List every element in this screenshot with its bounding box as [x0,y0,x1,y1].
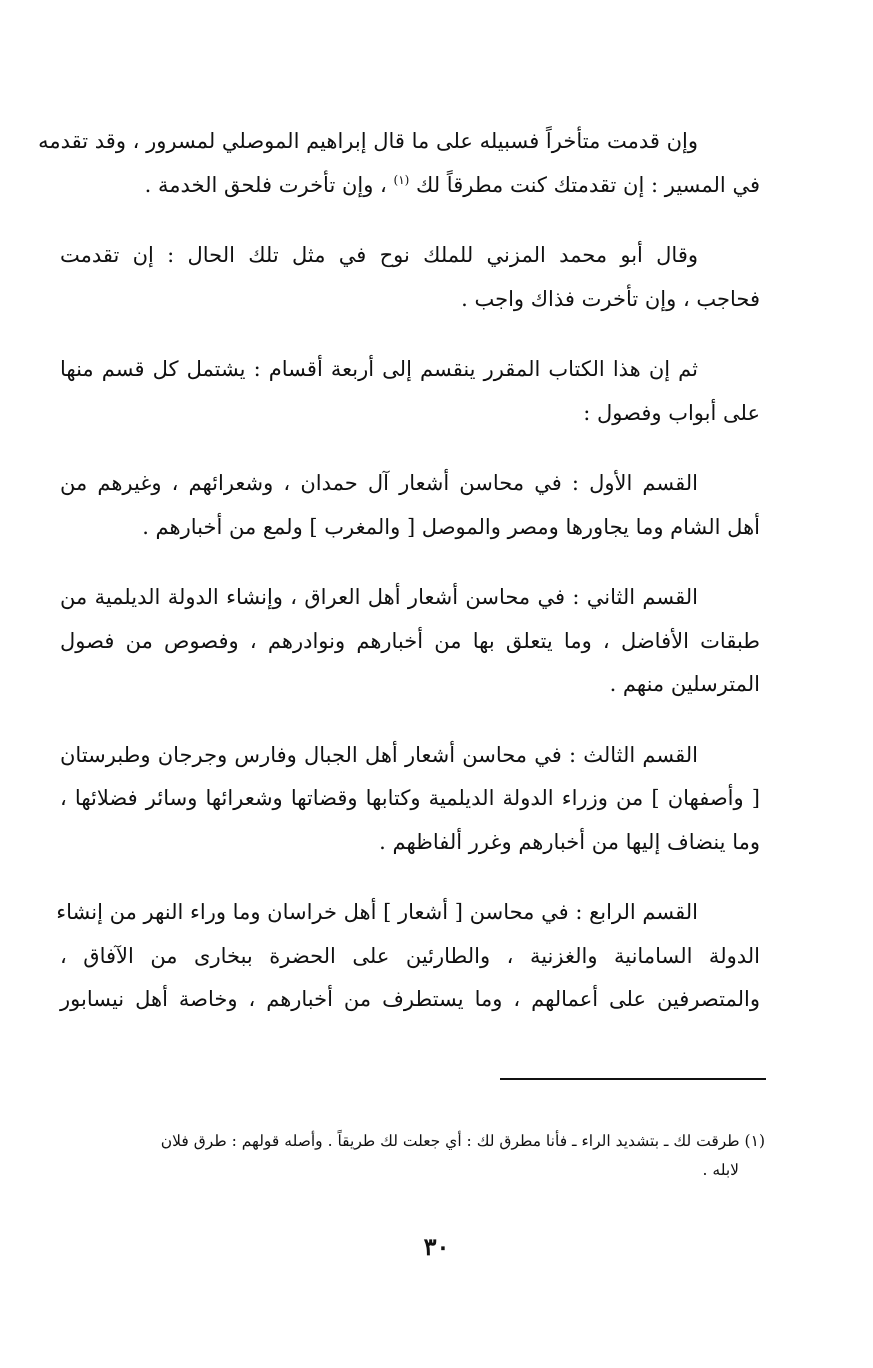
text-line: وإن قدمت متأخراً فسبيله على ما قال إبراهيم الموصلي لمسرور ، وقد تقدمه [38,129,698,153]
paragraph-section-2 [60,576,760,707]
text-line: الدولة السامانية والغزنية ، والطارئين على الحضرة ببخارى من الآفاق ، [60,943,760,968]
footnote-line: لابله . [702,1161,739,1179]
paragraph-2 [60,234,760,321]
body-text [38,120,760,1049]
footnote-divider [500,1078,766,1080]
text-line: أهل الشام وما يجاورها ومصر والموصل [ والمغرب ] ولمع من أخبارهم . [142,514,760,539]
text-line: القسم الثاني : في محاسن أشعار أهل العراق ، وإنشاء الدولة الديلمية من [60,585,698,609]
paragraph-3 [60,348,760,435]
text-segment: في المسير : إن تقدمتك كنت مطرقاً لك [416,172,760,197]
page-number: ٣٠ [423,1232,450,1261]
paragraph-section-1 [60,462,760,549]
text-line: وقال أبو محمد المزني للملك نوح في مثل تلك الحال : إن تقدمت [60,243,698,267]
paragraph-section-4 [56,891,760,1022]
text-line: القسم الأول : في محاسن أشعار آل حمدان ، وشعرائهم ، وغيرهم من [60,471,698,495]
text-line: على أبواب وفصول : [583,400,760,425]
text-line: [ وأصفهان ] من وزراء الدولة الديلمية وكتابها وقضاتها وشعرائها وسائر فضلائها ، [60,786,760,810]
footnote-marker: (١) [393,172,410,187]
text-line [60,164,760,208]
text-line: فحاجب ، وإن تأخرت فذاك واجب . [461,286,760,311]
text-line: والمتصرفين على أعمالهم ، وما يستطرف من أخبارهم ، وخاصة أهل نيسابور [60,987,760,1011]
text-segment: ، وإن تأخرت فلحق الخدمة . [144,172,387,197]
footnote [60,1127,765,1185]
text-line: المترسلين منهم . [609,672,760,696]
text-line: وما ينضاف إليها من أخبارهم وغرر ألفاظهم . [379,829,760,854]
text-line: القسم الرابع : في محاسن [ أشعار ] أهل خراسان وما وراء النهر من إنشاء [56,900,698,924]
text-line: ثم إن هذا الكتاب المقرر ينقسم إلى أربعة أقسام : يشتمل كل قسم منها [60,357,698,381]
footnote-line: (١) طرقت لك ـ بتشديد الراء ـ فأنا مطرق لك : أي جعلت لك طريقاً . وأصله قولهم : طرق فلان [160,1132,765,1150]
paragraph-1 [38,120,760,207]
text-line: طبقات الأفاضل ، وما يتعلق بها من أخبارهم ونوادرهم ، وفصوص من فصول [60,628,760,653]
text-line: القسم الثالث : في محاسن أشعار أهل الجبال وفارس وجرجان وطبرستان [60,742,698,767]
paragraph-section-3 [60,734,760,865]
